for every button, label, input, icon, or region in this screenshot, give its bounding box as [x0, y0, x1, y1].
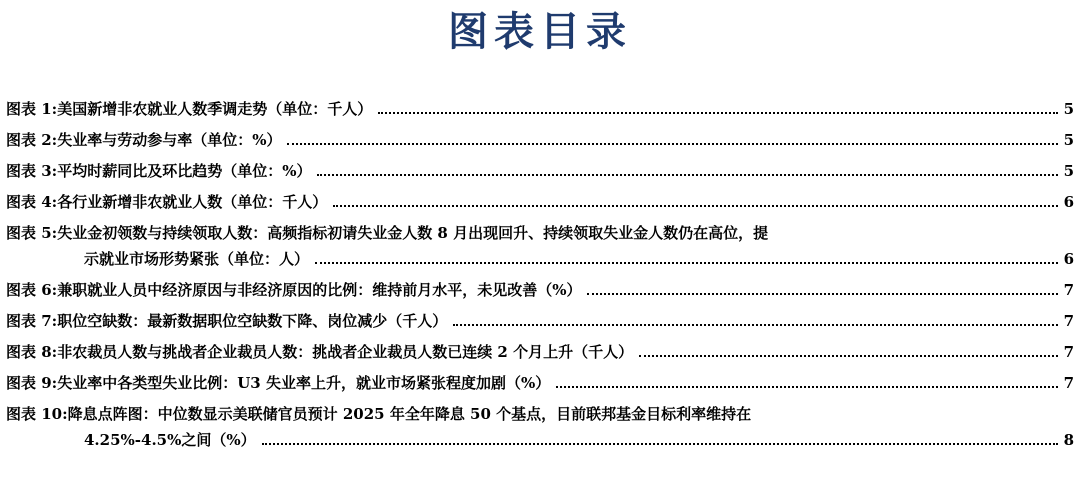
figure-label: 图表 5:	[6, 224, 58, 242]
figure-label: 图表 9:	[6, 374, 58, 392]
figure-title-continued: 4.25%-4.5%之间（%）	[84, 431, 256, 449]
page-number: 7	[1063, 312, 1074, 330]
toc-entry-5[interactable]	[6, 220, 1074, 272]
figure-label: 图表 10:	[6, 405, 68, 423]
page-number: 5	[1063, 162, 1074, 180]
figure-title: 各行业新增非农就业人数（单位：千人）	[57, 193, 328, 211]
figure-title: 兼职就业人员中经济原因与非经济原因的比例：维持前月水平，未见改善（%）	[57, 281, 582, 299]
page-number: 5	[1063, 131, 1074, 149]
toc-entry-6[interactable]	[6, 277, 1074, 303]
page-title: 图表目录	[448, 8, 632, 55]
figure-title: 失业率与劳动参与率（单位：%）	[57, 131, 282, 149]
figure-title: 平均时薪同比及环比趋势（单位：%）	[57, 162, 312, 180]
figure-title: 失业金初领数与持续领取人数：高频指标初请失业金人数 8 月出现回升、持续领取失业金人数仍在高位，提	[57, 224, 769, 242]
page-number: 7	[1063, 343, 1074, 361]
page-number: 6	[1063, 193, 1074, 211]
figure-label: 图表 8:	[6, 343, 58, 361]
figure-label: 图表 2:	[6, 131, 58, 149]
figure-title: 职位空缺数：最新数据职位空缺数下降、岗位减少（千人）	[57, 312, 448, 330]
dot-leader	[378, 111, 1058, 114]
toc-entry-9[interactable]	[6, 370, 1074, 396]
page-number: 7	[1063, 281, 1074, 299]
figure-title: 非农裁员人数与挑战者企业裁员人数：挑战者企业裁员人数已连续 2 个月上升（千人）	[57, 343, 634, 361]
figure-title: 失业率中各类型失业比例：U3 失业率上升，就业市场紧张程度加剧（%）	[57, 374, 551, 392]
figure-label: 图表 3:	[6, 162, 58, 180]
figure-label: 图表 4:	[6, 193, 58, 211]
page-number: 6	[1063, 250, 1074, 268]
toc-entry-7[interactable]	[6, 308, 1074, 334]
dot-leader	[556, 385, 1058, 388]
figure-label: 图表 6:	[6, 281, 58, 299]
toc-entry-3[interactable]	[6, 158, 1074, 184]
toc-entry-2[interactable]	[6, 127, 1074, 153]
dot-leader	[453, 323, 1058, 326]
dot-leader	[315, 261, 1058, 264]
dot-leader	[333, 204, 1058, 207]
page-number: 8	[1063, 431, 1074, 449]
dot-leader	[639, 354, 1058, 357]
page-number: 7	[1063, 374, 1074, 392]
figure-label: 图表 7:	[6, 312, 58, 330]
dot-leader	[287, 142, 1058, 145]
toc-entry-8[interactable]	[6, 339, 1074, 365]
toc-entry-10[interactable]	[6, 401, 1074, 453]
dot-leader	[317, 173, 1058, 176]
dot-leader	[262, 442, 1058, 445]
figure-title-continued: 示就业市场形势紧张（单位：人）	[84, 250, 310, 268]
figure-title: 美国新增非农就业人数季调走势（单位：千人）	[57, 100, 373, 118]
figure-title: 降息点阵图：中位数显示美联储官员预计 2025 年全年降息 50 个基点，目前联邦基金目标利率维持在	[67, 405, 752, 423]
page-number: 5	[1063, 100, 1074, 118]
dot-leader	[587, 292, 1058, 295]
toc-entry-4[interactable]	[6, 189, 1074, 215]
table-of-figures	[6, 96, 1074, 458]
figure-label: 图表 1:	[6, 100, 58, 118]
toc-entry-1[interactable]	[6, 96, 1074, 122]
